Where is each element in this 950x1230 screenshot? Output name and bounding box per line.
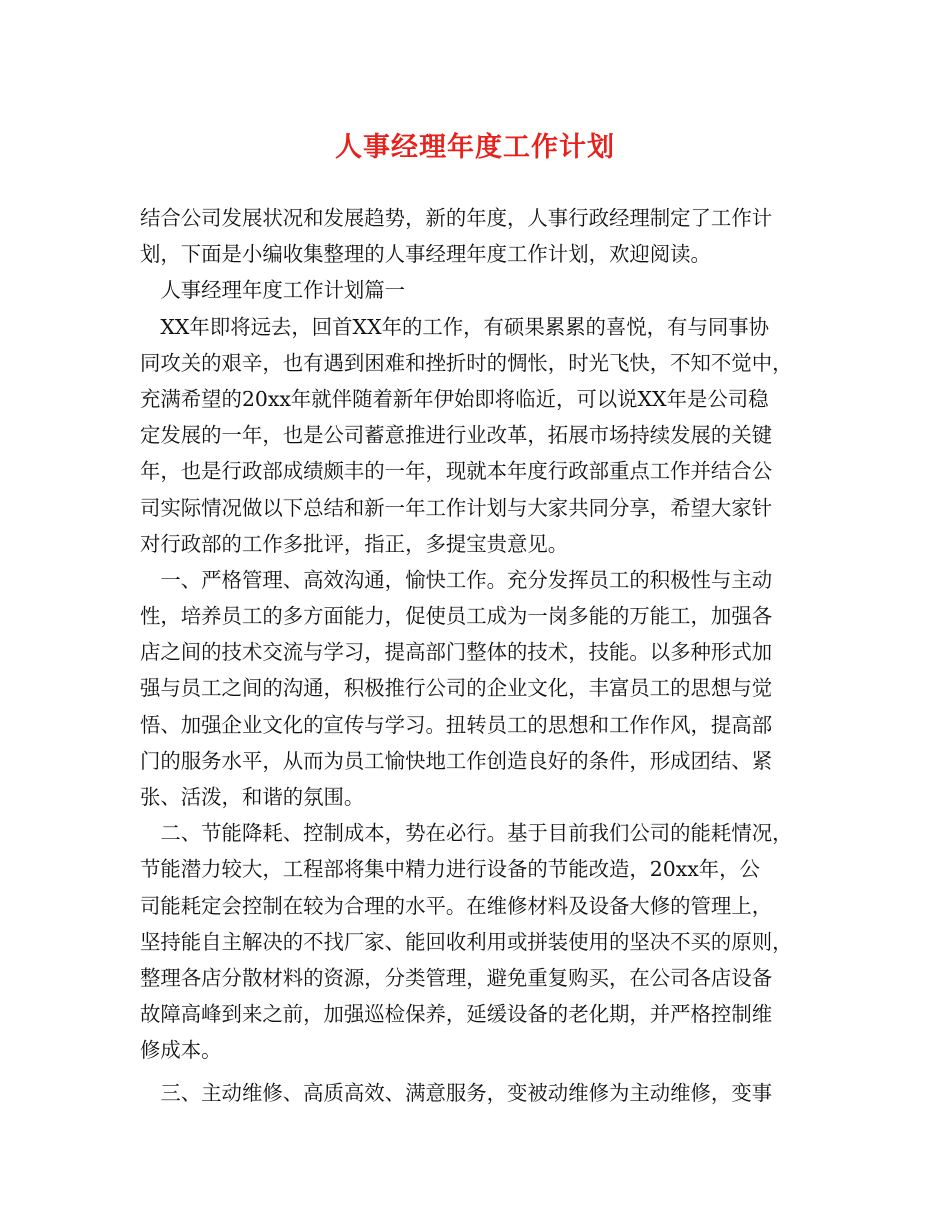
body-line: 同攻关的艰辛，也有遇到困难和挫折时的惆怅，时光飞快，不知不觉中， (140, 350, 793, 375)
body-line: 二、节能降耗、控制成本，势在必行。基于目前我们公司的能耗情况， (140, 821, 793, 846)
body-line: 店之间的技术交流与学习，提高部门整体的技术，技能。以多种形式加 (140, 640, 773, 665)
body-line: 年，也是行政部成绩颇丰的一年，现就本年度行政部重点工作并结合公 (140, 459, 773, 484)
section-heading: 人事经理年度工作计划篇一 (140, 278, 406, 303)
body-line: 司能耗定会控制在较为合理的水平。在维修材料及设备大修的管理上， (140, 893, 773, 918)
body-line: 故障高峰到来之前，加强巡检保养，延缓设备的老化期，并严格控制维 (140, 1002, 773, 1027)
document-title: 人事经理年度工作计划 (335, 132, 615, 163)
document-body (140, 200, 812, 1111)
body-line: XX年即将远去，回首XX年的工作，有硕果累累的喜悦，有与同事协 (140, 314, 769, 339)
body-line: 充满希望的20xx年就伴随着新年伊始即将临近，可以说XX年是公司稳 (140, 386, 769, 411)
body-line: 对行政部的工作多批评，指正，多提宝贵意见。 (140, 531, 569, 556)
body-line: 定发展的一年，也是公司蓄意推进行业改革，拓展市场持续发展的关键 (140, 423, 773, 448)
body-line: 强与员工之间的沟通，积极推行公司的企业文化，丰富员工的思想与觉 (140, 676, 773, 701)
body-line: 坚持能自主解决的不找厂家、能回收利用或拼装使用的坚决不买的原则， (140, 929, 793, 954)
body-line: 划，下面是小编收集整理的人事经理年度工作计划，欢迎阅读。 (140, 242, 711, 267)
body-line: 节能潜力较大，工程部将集中精力进行设备的节能改造，20xx年，公 (140, 857, 760, 882)
body-line: 悟、加强企业文化的宣传与学习。扭转员工的思想和工作作风，提高部 (140, 712, 773, 737)
body-line: 司实际情况做以下总结和新一年工作计划与大家共同分享，希望大家针 (140, 495, 773, 520)
body-line: 张、活泼，和谐的氛围。 (140, 785, 365, 809)
body-line: 三、主动维修、高质高效、满意服务，变被动维修为主动维修，变事 (140, 1080, 773, 1105)
body-line: 整理各店分散材料的资源，分类管理，避免重复购买，在公司各店设备 (140, 965, 773, 990)
body-line: 性，培养员工的多方面能力，促使员工成为一岗多能的万能工，加强各 (140, 604, 773, 629)
body-line: 门的服务水平，从而为员工愉快地工作创造良好的条件，形成团结、紧 (140, 748, 773, 773)
body-line: 修成本。 (140, 1038, 222, 1063)
body-line: 一、严格管理、高效沟通，愉快工作。充分发挥员工的积极性与主动 (140, 567, 773, 592)
body-line: 结合公司发展状况和发展趋势，新的年度，人事行政经理制定了工作计 (140, 206, 773, 230)
